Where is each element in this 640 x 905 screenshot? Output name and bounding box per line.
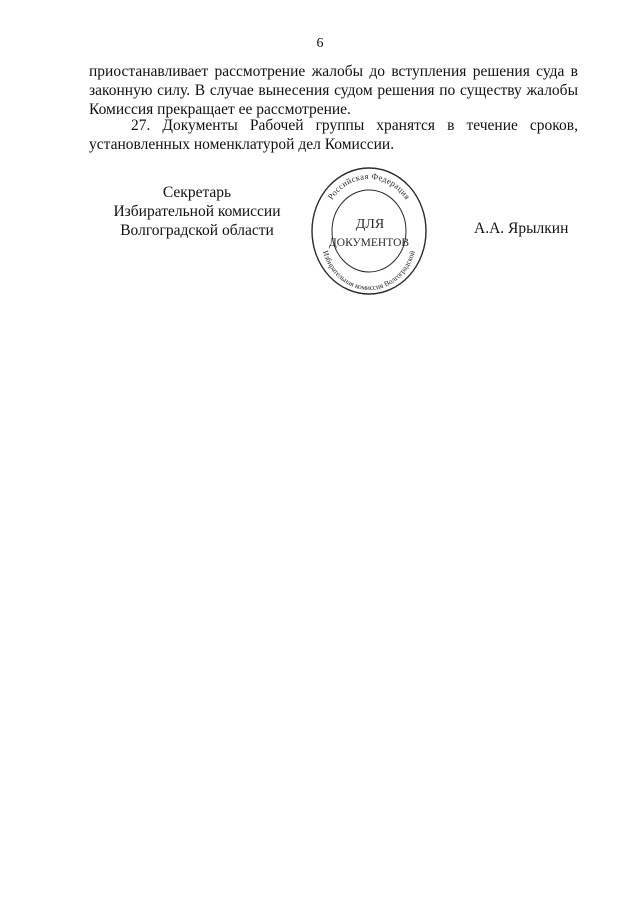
- signatory-title-line-3: Волгоградской области: [120, 222, 274, 239]
- paragraph-continuation: приостанавливает рассмотрение жалобы до вступления решения суда в законную силу. В случае вынесения судом решения по существу жалобы Комиссия прекращает ее рассмотрение.: [89, 63, 578, 118]
- page-number: 6: [316, 36, 324, 51]
- signatory-title-line-2: Избирательной комиссии: [113, 203, 281, 220]
- seal-outer-text: Российская Федерация: [325, 170, 413, 202]
- seal-center-line-1: ДЛЯ: [355, 217, 385, 232]
- paragraph-27: 27. Документы Рабочей группы хранятся в течение сроков, установленных номенклатурой дел Комиссии.: [89, 117, 578, 153]
- seal-center-line-2: ДОКУМЕНТОВ: [328, 237, 410, 249]
- signatory-title-line-1: Секретарь: [162, 184, 232, 201]
- seal-lower-text: Избирательная комиссия Волгоградской: [321, 249, 417, 293]
- official-seal-stamp: [310, 166, 428, 296]
- signatory-title-block: [104, 183, 290, 240]
- signatory-name: А.А. Ярылкин: [474, 220, 569, 237]
